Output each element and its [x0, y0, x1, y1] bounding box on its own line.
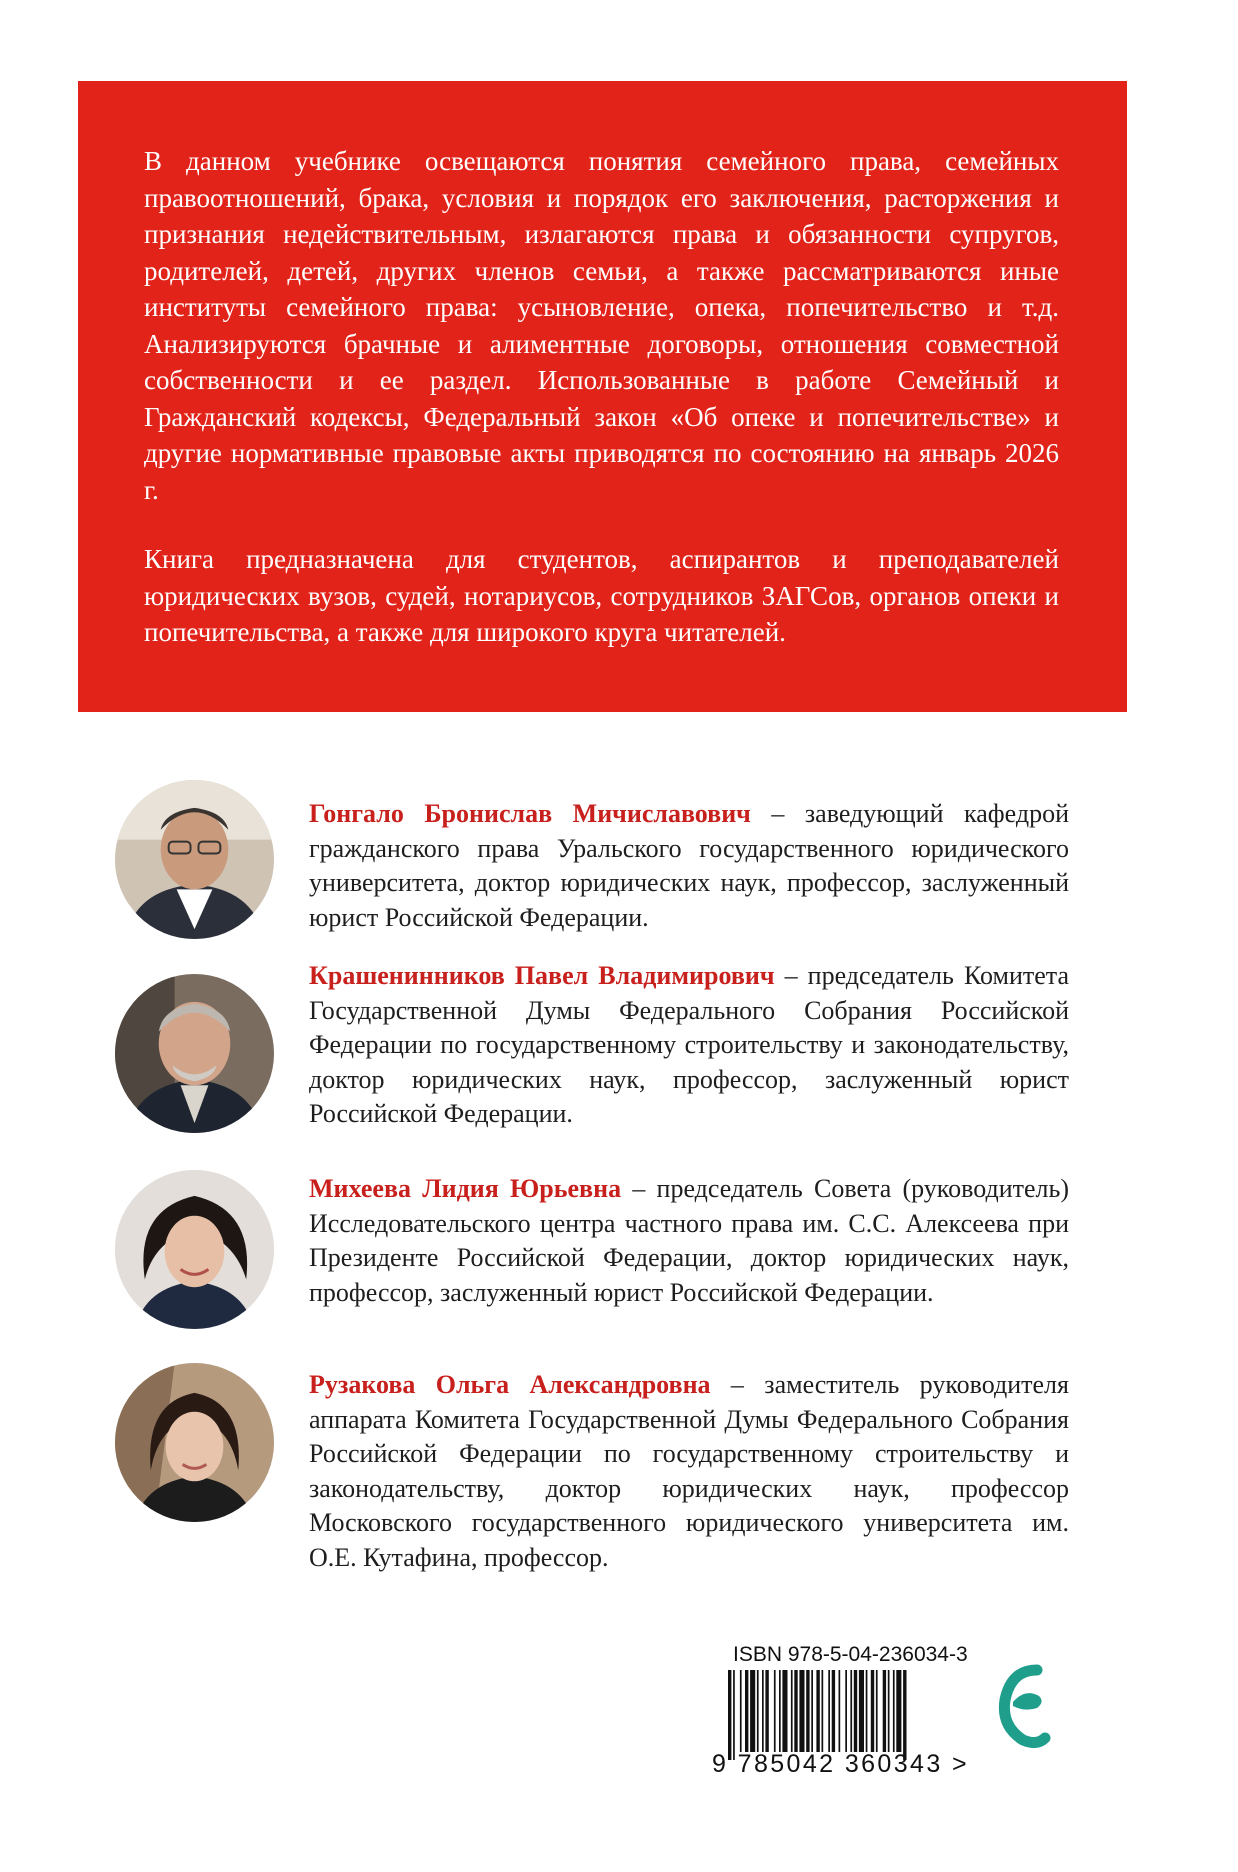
barcode-bar [811, 1670, 813, 1752]
barcode-bar [854, 1670, 857, 1752]
author-description: – председатель Комитета Государственной Думы Федерального Собрания Российской Федерации по государственному строительству и законодательству, доктор юридических наук, профессор, заслуженный юрист Российской Федерации. [309, 961, 1069, 1128]
barcode-bar [850, 1670, 852, 1752]
author-bio [309, 797, 1069, 935]
author-bio [309, 1172, 1069, 1310]
author-description: – председатель Совета (руководитель) Исследовательского центра частного права им. С.С. Алексеева при Президенте Российской Федерации, доктор юридических наук, профессор, заслуженный юрист Российской Федерации. [309, 1174, 1069, 1307]
barcode-bar [828, 1670, 830, 1752]
barcode-bar [871, 1670, 874, 1752]
barcode-bar [779, 1670, 781, 1752]
barcode-bar [859, 1670, 864, 1752]
barcode-bar [896, 1670, 901, 1752]
barcode-bar [774, 1670, 776, 1752]
barcode-bar [816, 1670, 819, 1752]
author-photo [115, 1363, 274, 1522]
author-name: Гонгало Бронислав Мичиславович [309, 799, 751, 828]
author-photo [115, 974, 274, 1133]
author-description: – заведующий кафедрой гражданского права Уральского государственного юридического университета, доктор юридических наук, профессор, заслуженный юрист Российской Федерации. [309, 799, 1069, 932]
barcode-bar [806, 1670, 809, 1752]
barcode [728, 1670, 968, 1760]
description-paragraph-1: В данном учебнике освещаются понятия семейного права, семейных правоотношений, брака, условия и порядок его заключения, расторжения и признания недействительным, излагаются права и обязанности супругов, родителей, детей, других членов семьи, а также рассматриваются иные институты семейного права: усыновление, опека, попечительство и т.д. Анализируются брачные и алиментные договоры, отношения совместной собственности и ее раздел. Использованные в работе Семейный и Гражданский кодексы, Федеральный закон «Об опеке и попечительстве» и другие нормативные правовые акты приводятся по состоянию на январь 2026 г. [144, 146, 1059, 505]
barcode-bar [791, 1670, 793, 1752]
author-bio [309, 1368, 1069, 1575]
barcode-bar [832, 1670, 835, 1752]
barcode-bar [845, 1670, 847, 1752]
barcode-bar [794, 1670, 797, 1752]
author-photo [115, 780, 274, 939]
barcode-digits: 9 785042 360343 > [712, 1750, 969, 1778]
isbn-label: ISBN 978-5-04-236034-3 [733, 1643, 968, 1666]
author-name: Рузакова Ольга Александровна [309, 1370, 711, 1399]
author-bio [309, 959, 1069, 1132]
barcode-bar [740, 1670, 742, 1752]
author-photo [115, 1170, 274, 1329]
publisher-logo-icon [993, 1656, 1051, 1752]
author-description: – заместитель руководителя аппарата Комитета Государственной Думы Федерального Собрания Российской Федерации по государственному строительству и законодательству, доктор юридических наук, профессор Московского государственного юридического университета им. О.Е. Кутафина, профессор. [309, 1370, 1069, 1572]
barcode-bar [765, 1670, 768, 1752]
barcode-bar [903, 1670, 906, 1760]
barcode-bar [822, 1670, 824, 1752]
barcode-bar [757, 1670, 759, 1752]
barcode-bar [799, 1670, 804, 1752]
barcode-bar [883, 1670, 886, 1752]
barcode-bar [762, 1670, 764, 1752]
barcode-bar [893, 1670, 895, 1752]
barcode-bar [888, 1670, 890, 1752]
barcode-bar [866, 1670, 868, 1752]
barcode-bar [750, 1670, 755, 1752]
author-name: Крашенинников Павел Владимирович [309, 961, 775, 990]
author-name: Михеева Лидия Юрьевна [309, 1174, 622, 1203]
barcode-bar [728, 1670, 731, 1760]
barcode-bar [733, 1670, 735, 1760]
barcode-bar [876, 1670, 878, 1752]
description-paragraph-2: Книга предназначена для студентов, аспирантов и преподавателей юридических вузов, судей, нотариусов, сотрудников ЗАГСов, органов опеки и попечительства, а также для широкого круга читателей. [144, 544, 1059, 647]
barcode-bar [839, 1670, 841, 1752]
barcode-bar [745, 1670, 748, 1752]
barcode-bar [782, 1670, 787, 1752]
description-block [78, 81, 1127, 712]
